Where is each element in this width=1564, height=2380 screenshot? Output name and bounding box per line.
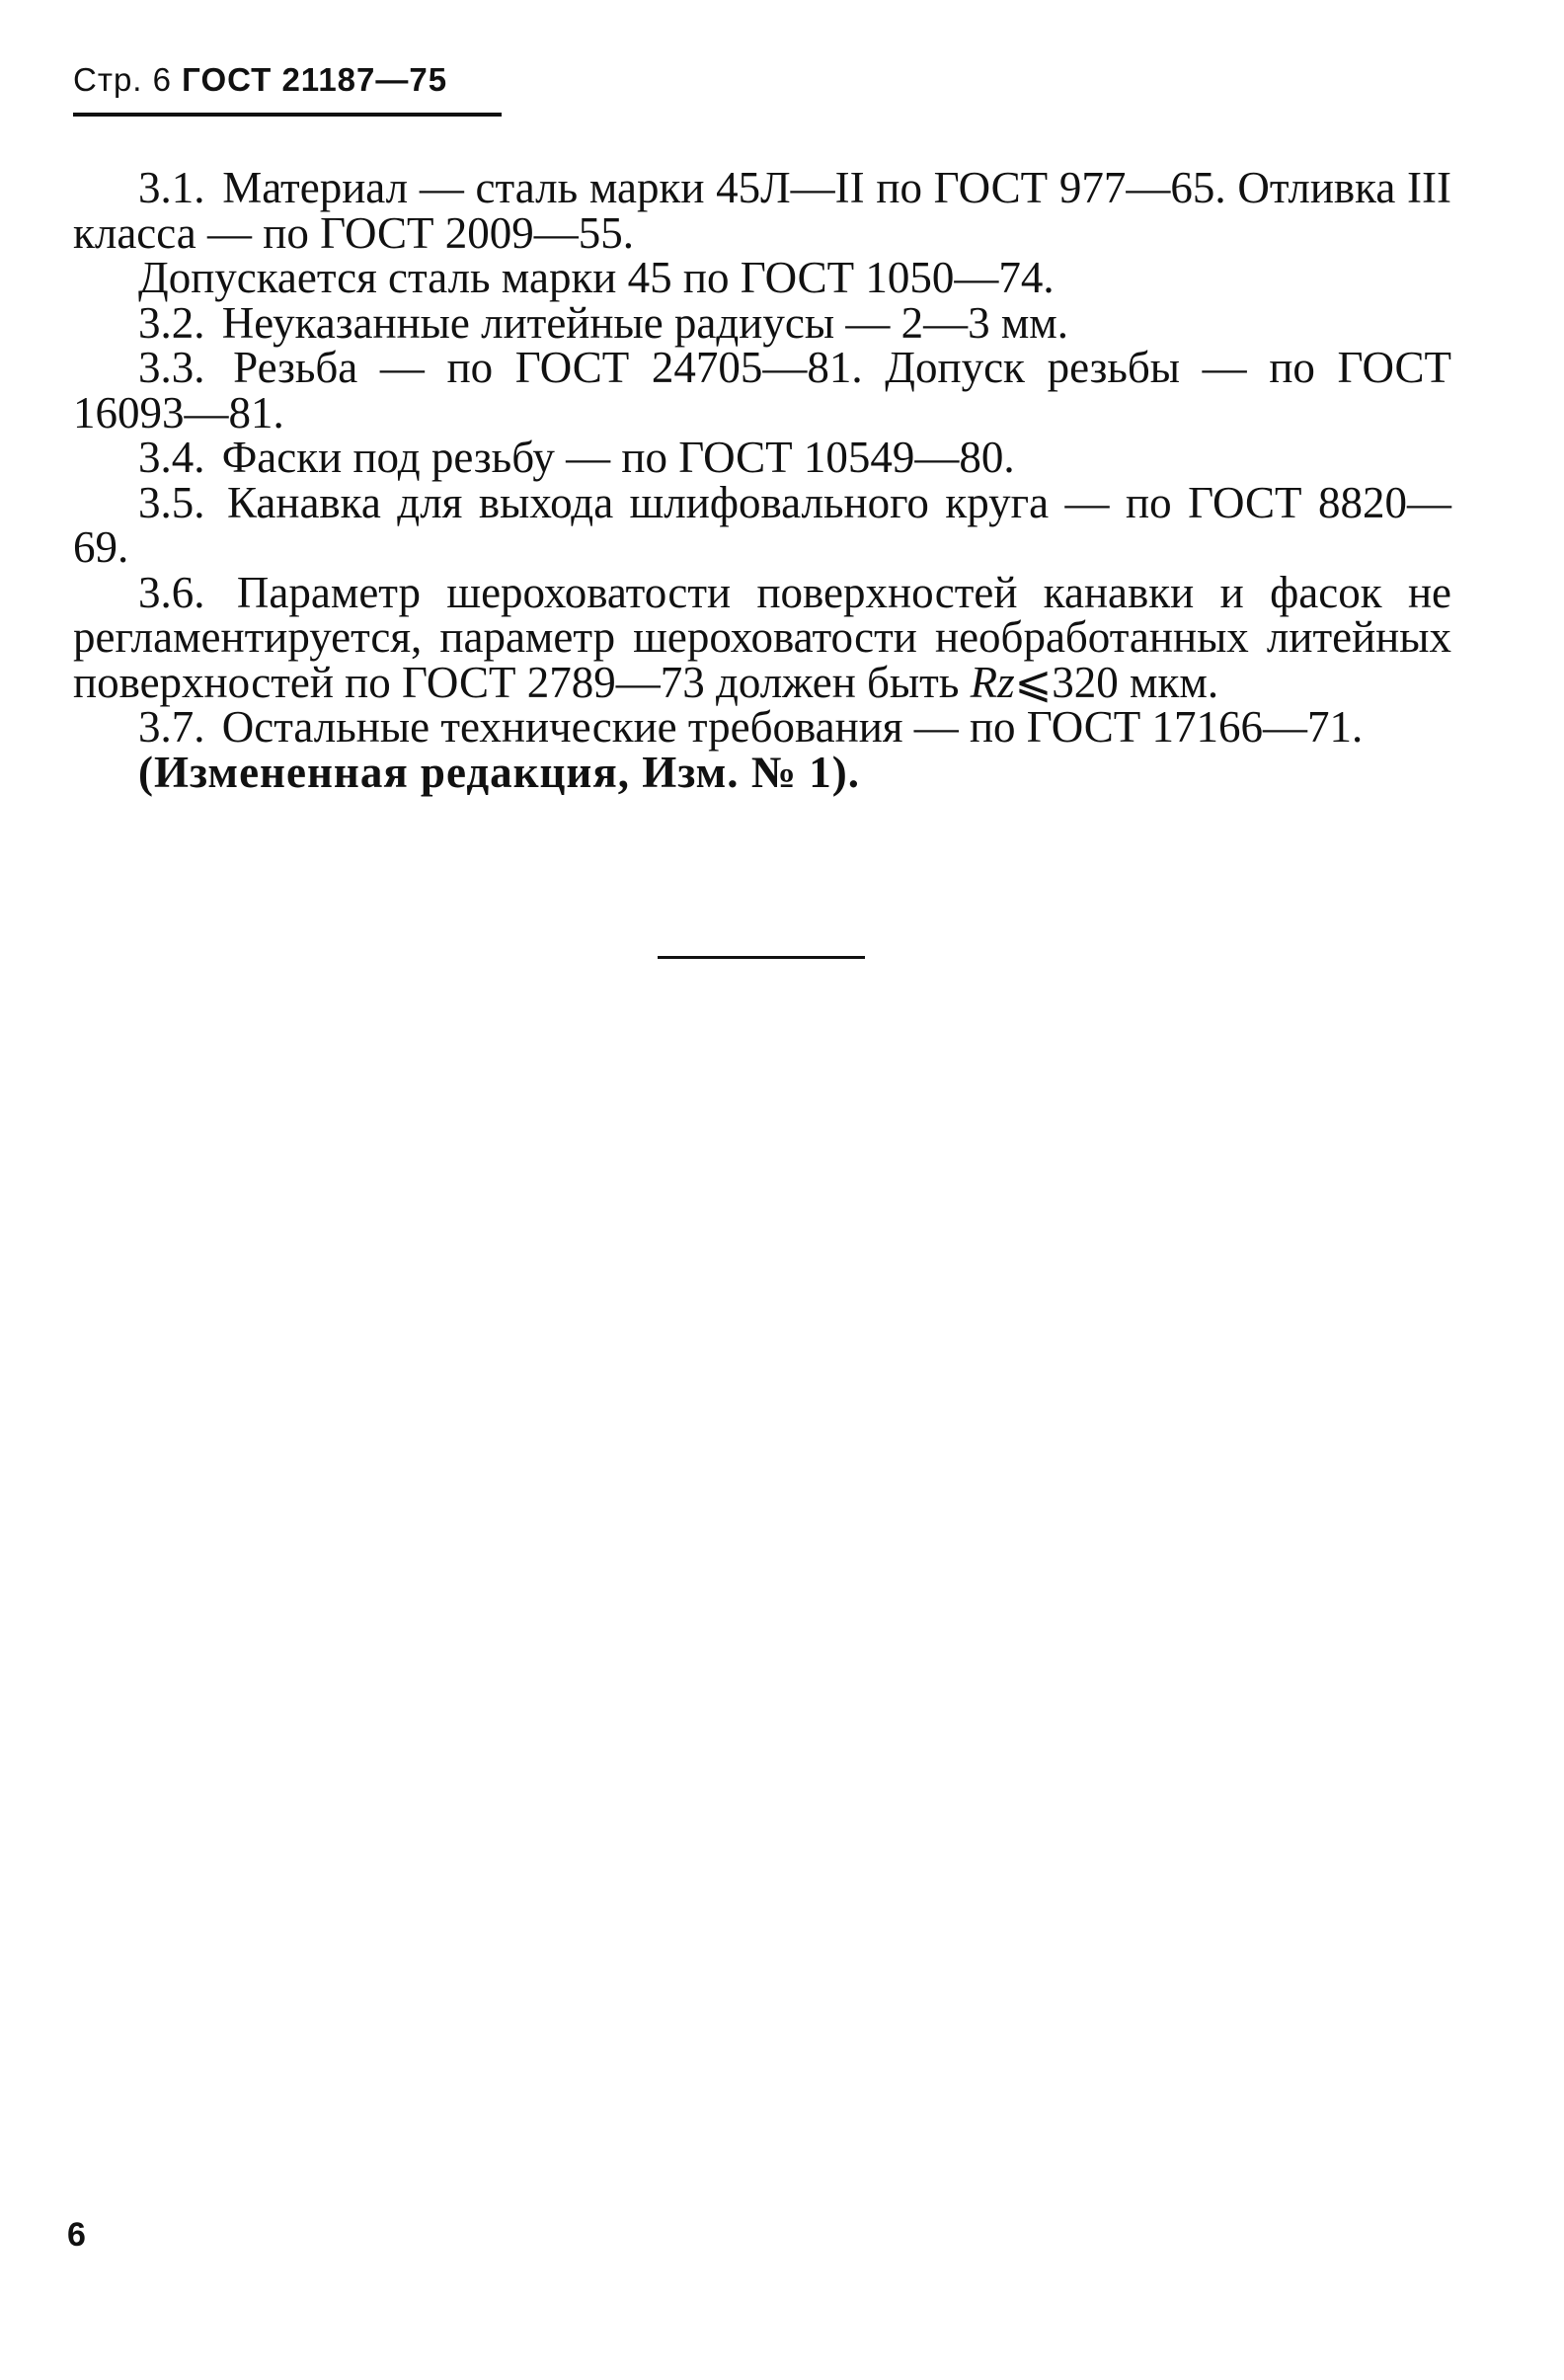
- clause-text: Параметр шероховатости поверхностей канавки и фасок не регламентируется, параметр шероховатости необработанных литейных поверхностей по ГОСТ 2789—73 должен быть: [73, 567, 1452, 707]
- clause-3-1-note: [73, 253, 1451, 302]
- clause-number: 3.6.: [138, 567, 205, 617]
- roughness-symbol: Rz: [970, 657, 1015, 707]
- page-label: Стр. 6: [73, 61, 172, 98]
- roughness-value: ⩽320 мкм.: [1014, 657, 1219, 707]
- end-divider: [658, 956, 865, 959]
- clause-text: Остальные технические требования — по ГОСТ 17166—71.: [221, 702, 1364, 752]
- clause-number: 3.5.: [138, 477, 205, 527]
- clause-text: Канавка для выхода шлифовального круга — по ГОСТ 8820—69.: [73, 477, 1451, 572]
- clause-3-5: [73, 477, 1451, 572]
- clause-text: Неуказанные литейные радиусы — 2—3 мм.: [221, 297, 1069, 348]
- header-rule: [73, 113, 502, 117]
- clause-3-7: [73, 702, 1451, 752]
- document-body: [73, 163, 1452, 797]
- clause-3-2: [73, 297, 1451, 348]
- clause-number: 3.4.: [138, 433, 205, 482]
- page-header: [73, 61, 447, 99]
- clause-number: 3.1.: [138, 163, 205, 212]
- clause-number: 3.7.: [138, 702, 205, 752]
- change-note: (Измененная редакция, Изм. № 1).: [138, 747, 861, 797]
- clause-3-4: [73, 433, 1451, 482]
- clause-text: Резьба — по ГОСТ 24705—81. Допуск резьбы — по ГОСТ 16093—81.: [73, 343, 1451, 437]
- standard-designation: ГОСТ 21187—75: [182, 61, 448, 98]
- clause-text: Допускается сталь марки 45 по ГОСТ 1050—74.: [138, 253, 1055, 302]
- clause-text: Фаски под резьбу — по ГОСТ 10549—80.: [221, 433, 1015, 482]
- clause-number: 3.3.: [138, 343, 205, 392]
- clause-text: Материал — сталь марки 45Л—II по ГОСТ 977—65. Отливка III класса — по ГОСТ 2009—55.: [73, 163, 1451, 258]
- page-number: 6: [67, 2216, 86, 2254]
- clause-3-1: [73, 163, 1451, 258]
- clause-3-6: [73, 567, 1452, 707]
- clause-3-3: [73, 343, 1451, 437]
- clause-number: 3.2.: [138, 297, 205, 348]
